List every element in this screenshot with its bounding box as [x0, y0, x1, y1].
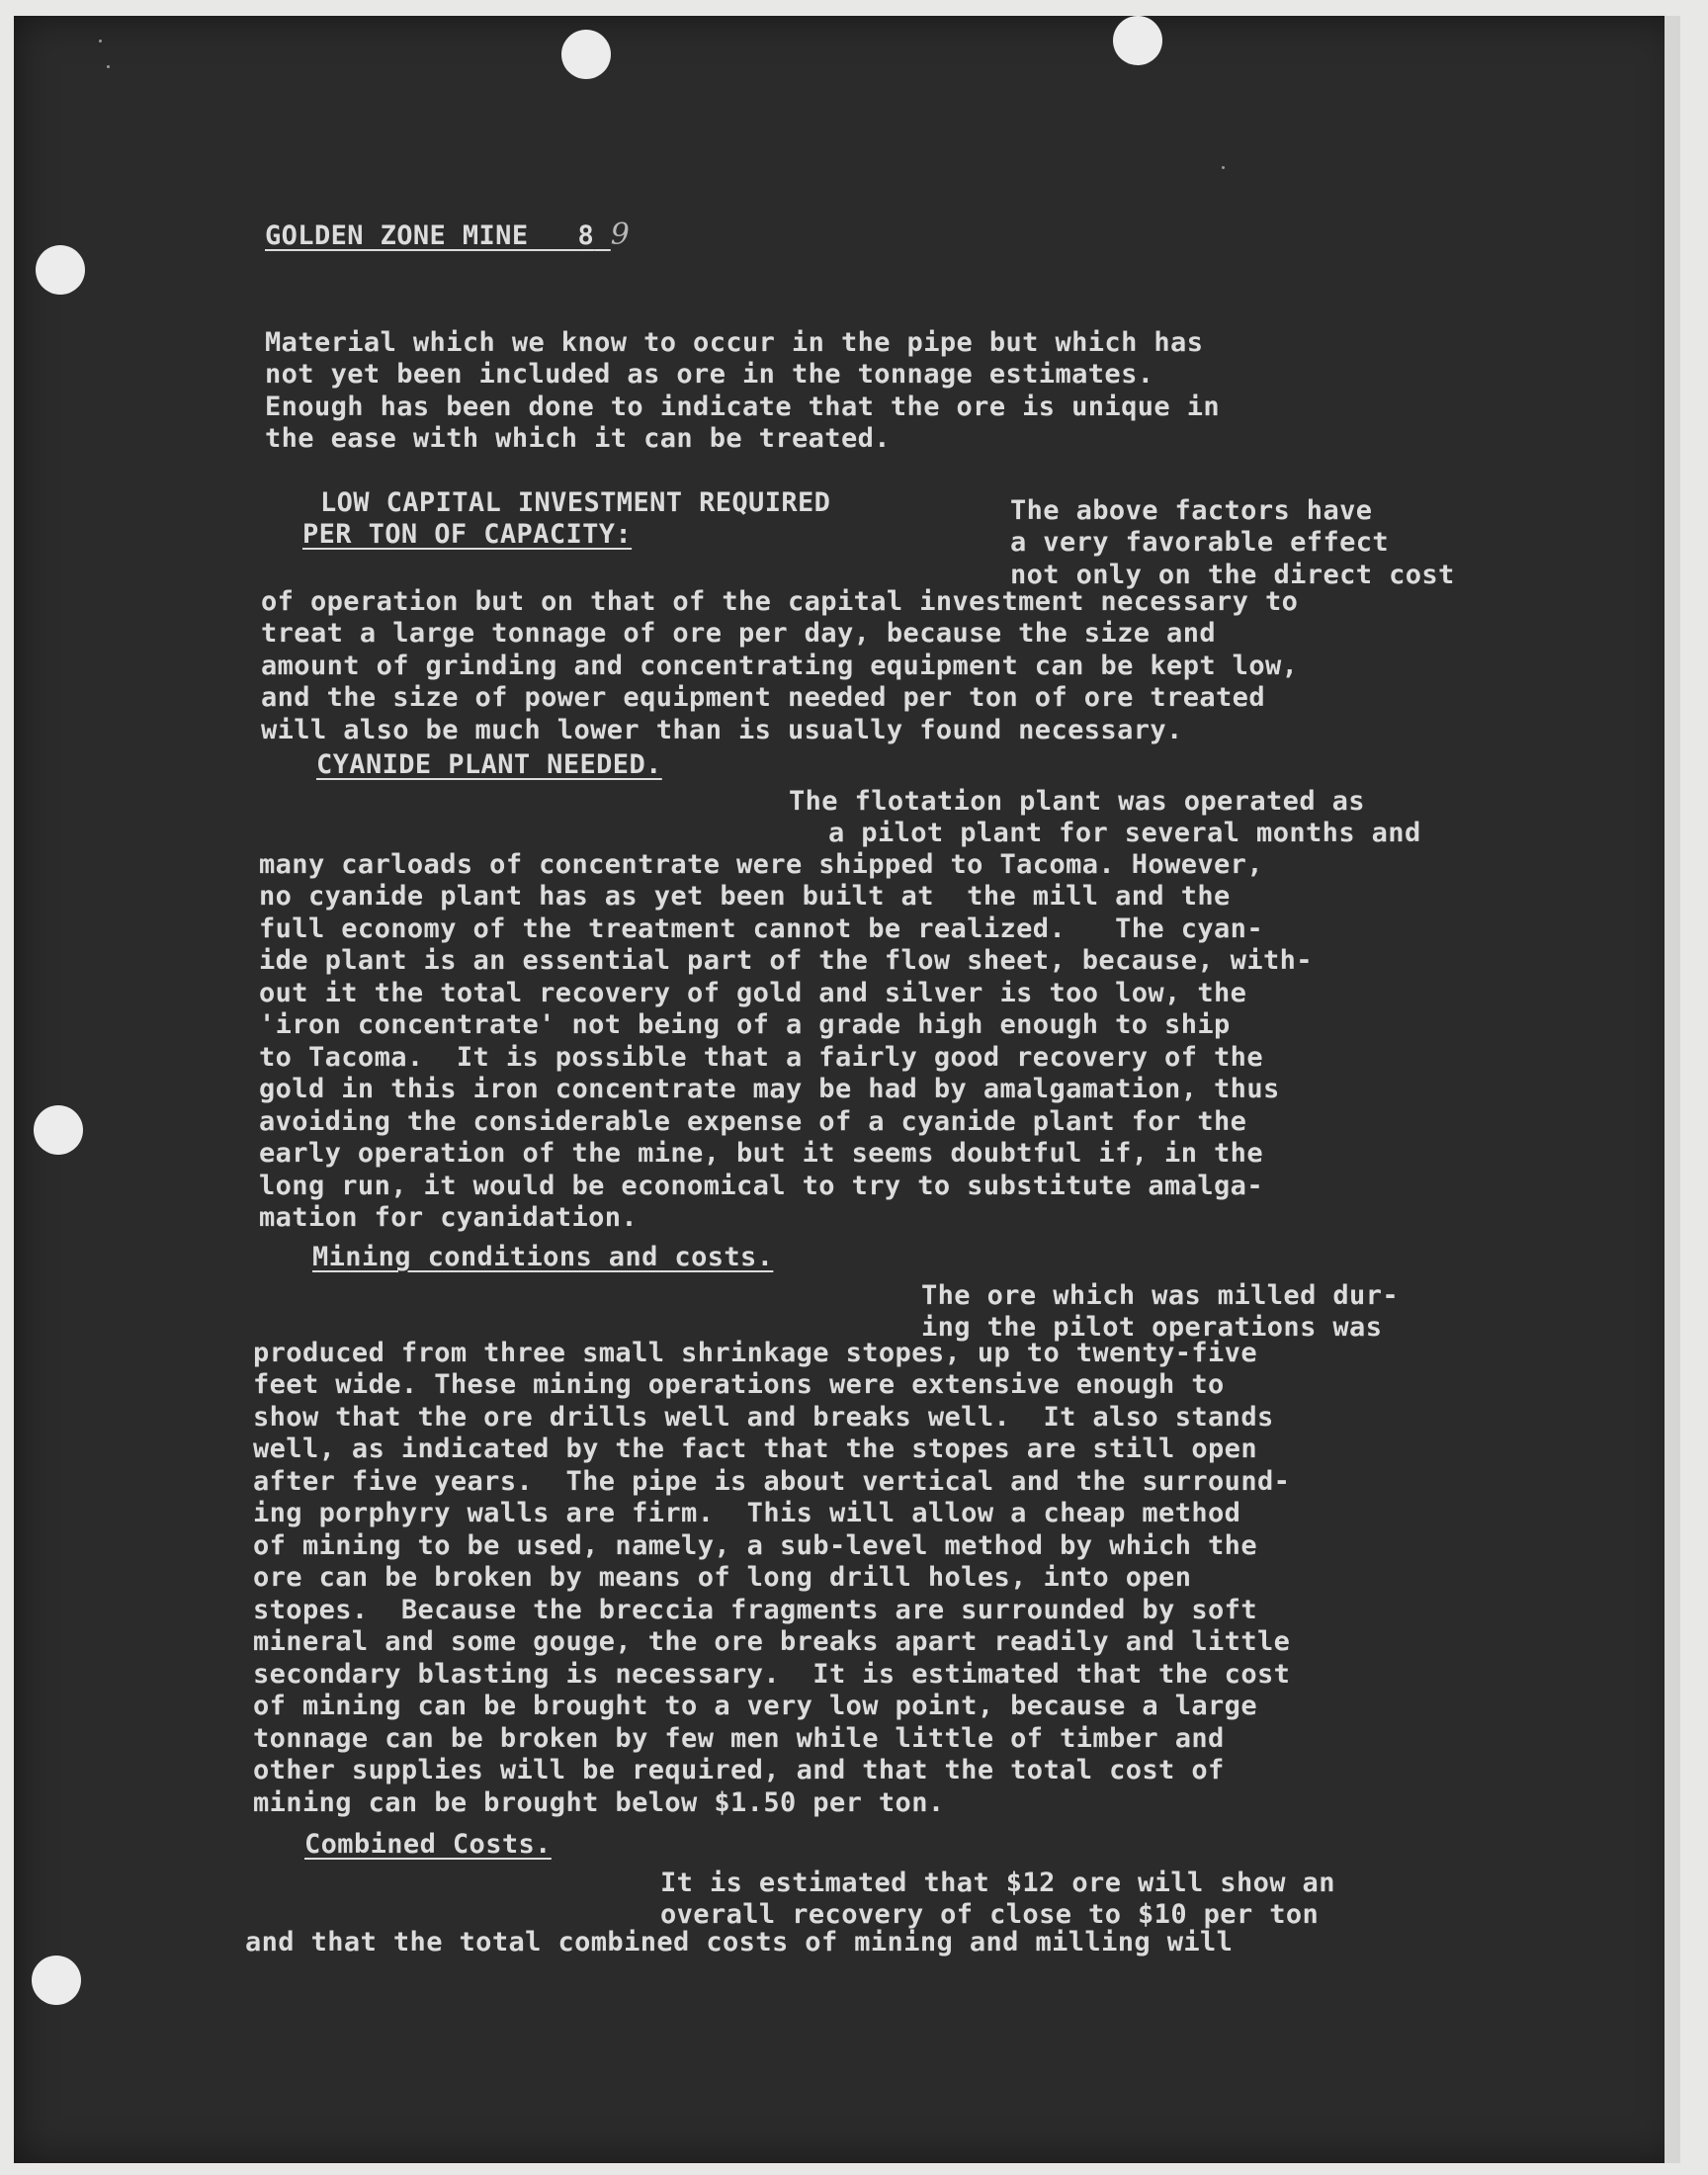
speck [99, 40, 102, 43]
cyanide-heading [316, 749, 662, 782]
text-line: not yet been included as ore in the tonnage estimates. [265, 359, 1154, 390]
text-line: a pilot plant for several months and [828, 818, 1421, 848]
binder-hole [36, 245, 85, 295]
text-line: and the size of power equipment needed per ton of ore treated [261, 682, 1265, 713]
text-line: Material which we know to occur in the pipe but which has [265, 326, 1204, 358]
text-line: the ease with which it can be treated. [265, 423, 891, 454]
binder-hole [32, 1956, 81, 2005]
text-line: stopes. Because the breccia fragments are surrounded by soft [253, 1594, 1257, 1625]
text-line: early operation of the mine, but it seems doubtful if, in the [259, 1138, 1263, 1169]
text-line: mation for cyanidation. [259, 1202, 639, 1233]
text-line: The flotation plant was operated as [789, 785, 1365, 817]
heading-line: LOW CAPITAL INVESTMENT REQUIRED [320, 486, 831, 518]
heading-line: Mining conditions and costs. [312, 1242, 774, 1272]
combined-heading [304, 1829, 552, 1862]
cyanide-body [259, 817, 1313, 1235]
text-line: produced from three small shrinkage stopes, up to twenty-five [253, 1337, 1257, 1368]
text-line: and that the total combined costs of mining and milling will [245, 1926, 1234, 1958]
capital-body [261, 554, 1298, 746]
text-line: show that the ore drills well and breaks well. It also stands [253, 1401, 1274, 1433]
text-line: It is estimated that $12 ore will show an [660, 1867, 1335, 1898]
speck [1222, 166, 1225, 169]
text-line: overall recovery of close to $10 per ton [660, 1899, 1320, 1930]
text-line: 'iron concentrate' not being of a grade high enough to ship [259, 1009, 1231, 1040]
text-line: no cyanide plant has as yet been built at the mill and the [259, 881, 1231, 912]
text-line: of operation but on that of the capital investment necessary to [261, 585, 1299, 617]
binder-hole [1113, 16, 1162, 65]
header-page-number: 8 [577, 220, 595, 251]
capital-heading [302, 455, 831, 552]
header-title: GOLDEN ZONE MINE [265, 220, 529, 251]
text-line: gold in this iron concentrate may be had by amalgamation, thus [259, 1074, 1280, 1104]
text-line: will also be much lower than is usually found necessary. [261, 714, 1183, 745]
text-line: well, as indicated by the fact that the stopes are still open [253, 1434, 1257, 1464]
page-edge [1665, 16, 1680, 2163]
text-line: The above factors have [1010, 494, 1373, 526]
text-line: a very favorable effect [1010, 527, 1390, 558]
text-line: feet wide. These mining operations were extensive enough to [253, 1369, 1225, 1400]
heading-line: PER TON OF CAPACITY: [302, 519, 633, 550]
speck [107, 65, 110, 68]
mining-body [253, 1305, 1290, 1819]
text-line: The ore which was milled dur- [921, 1279, 1400, 1311]
text-line: ore can be broken by means of long drill holes, into open [253, 1562, 1192, 1593]
text-line: not only on the direct cost [1010, 559, 1455, 590]
heading-line: Combined Costs. [304, 1829, 552, 1860]
text-line: full economy of the treatment cannot be realized. The cyan- [259, 913, 1263, 944]
text-line: mining can be brought below $1.50 per ton. [253, 1786, 945, 1818]
text-line: other supplies will be required, and that the total cost of [253, 1755, 1225, 1785]
text-line: of mining to be used, namely, a sub-level method by which the [253, 1529, 1257, 1561]
text-line: treat a large tonnage of ore per day, because the size and [261, 618, 1217, 649]
mining-heading [312, 1242, 773, 1274]
binder-hole [34, 1105, 83, 1155]
combined-body [245, 1894, 1233, 1958]
text-line: long run, it would be economical to try to substitute amalga- [259, 1170, 1263, 1201]
text-line: ide plant is an essential part of the flow sheet, because, with- [259, 945, 1313, 976]
text-line: ing the pilot operations was [921, 1312, 1383, 1343]
text-line: secondary blasting is necessary. It is estimated that the cost [253, 1658, 1291, 1690]
text-line: of mining can be brought to a very low point, because a large [253, 1691, 1257, 1721]
text-line: tonnage can be broken by few men while little of timber and [253, 1722, 1225, 1754]
text-line: after five years. The pipe is about vertical and the surround- [253, 1465, 1291, 1497]
text-line: Enough has been done to indicate that the ore is unique in [265, 391, 1221, 422]
text-line: mineral and some gouge, the ore breaks apart readily and little [253, 1626, 1291, 1657]
text-line: ing porphyry walls are firm. This will allow a cheap method [253, 1498, 1241, 1528]
page-header [265, 219, 630, 253]
text-line: avoiding the considerable expense of a cyanide plant for the [259, 1105, 1247, 1137]
text-line: to Tacoma. It is possible that a fairly good recovery of the [259, 1041, 1263, 1073]
intro-paragraph [265, 295, 1220, 456]
heading-line: CYANIDE PLANT NEEDED. [316, 749, 662, 780]
handwritten-page-number: 9 [610, 218, 631, 252]
binder-hole [561, 30, 611, 79]
text-line: out it the total recovery of gold and silver is too low, the [259, 977, 1247, 1008]
text-line: amount of grinding and concentrating equipment can be kept low, [261, 650, 1299, 681]
text-line: many carloads of concentrate were shipped to Tacoma. However, [259, 848, 1263, 880]
